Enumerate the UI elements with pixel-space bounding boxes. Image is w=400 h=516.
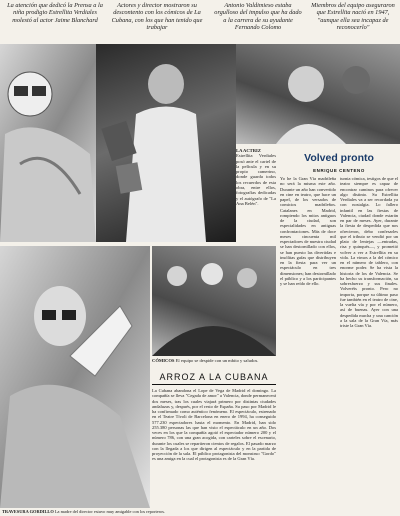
comicos-caption [152,358,276,363]
volved-column-1: Yo he la Gran Vía madrileña no será la misma este año. Durante un año han convertido en cine en teatro, que hace un papel, de los versados de comicios madrileños. Catalanes en Madrid, rompiendo los mitos antiguos de la ciudad, son especialidades en antiguas confrontaciones. Más de doce meses cincuenta mil espectadores de nuestra ciudad se han destornillado con ellos, se han puesto las divertidas e insólitas gafas que distribuyen en la fiesta para ver un espectáculo en tres dimensiones; han destornillado el público y a los participantes y se han reído de ello. [280,176,336,286]
photo-comicos [152,246,276,356]
volved-column-2: turnia cómica, testigos de que el teatro siempre es capaz de encontrar caminos para ofrecer algo distinto. Su Estrellita Verdiales va a ser recordada ya con nostalgia. Lo fallero infantil en las fiestas de Valencia, ciudad donde estarán en par de meses. Ayer, durante la fiesta de despedida que nos ofrecieron, debo confesarles que el tributo se vendió por un plato de lentejas —entradas, risa y quinqués—, y prometió volver a ver a Estrellita en su vida. La vimos a la del cómico en el número de tablero, con enorme poder. Se ha vista la historia de los de Valencia. Se ha hecho su transformación, su sobresfuerzo y sus finales. Volveréis pronto. Pero no importa, porque su último paso fue también en el teatro de cine, la vuelta vía y por el número, así de buenas. Ayer con una despedida mucha y una canción a la sala de la Gran Vía, más triste la Gran Vía. [340,176,398,328]
photo-estrellita-camerino [96,44,236,242]
caption-top-4: Miembros del equipo aseguraron que Estrellita nació en 1947, "aunque ella sea incapaz de reconocerlo" [311,2,395,32]
volved-headline: Volved pronto [304,152,374,164]
travesura-caption-title: TRAVESURA GORDILLO [2,509,54,514]
caption-top-3: Antonio Valdimieso estaba orgulloso del impulso que ha dado a la carrera de su ayudante Fernando Colomo [214,2,302,32]
arroz-text: La Cubana abandona el Lope de Vega de Madrid el domingo. La compañía se lleva "Cegada de amor" a Valencia, donde permanecerá dos meses, tras los cuales viajará primero por distintas ciudades andaluzas y, después, por el resto de España. Su paso por Madrid le ha confirmado como auténtico fenómeno. El espectáculo, estrenado en el Teatre Tívoli de Barcelona en enero de 1994, ha conseguido 577.230 espectadores hasta el momento. En Madrid, han sido 255.380 personas las que han visto el espectáculo en un año. Dos veces en los que la compañía agotó el espectador número 200 y el número 786, con una gran acogida, con carteles sobre el escenario, durante los cuales se repartieron cientos de regalos. El pasado marzo con la llegada a los que dirigen al espectáculo y en la partida de proyección de la sala. El público protagonista del monstruo "Gordo" es una amiga en la cual el protagonista es de la Gran Vía. [152,388,276,462]
comicos-caption-text: El equipo se despide con un mbito y saludos. [175,358,259,363]
arroz-rule [152,384,276,385]
volved-byline: ENRIQUE CENTENO [313,168,365,173]
photo-estrellita-costume [0,44,96,242]
photo-valdimieso [236,44,400,144]
caption-top-1: La atención que dedicó la Prensa a la niña prodigio Estrellita Verdiales molestó al actor Jaime Blanchard [7,2,103,24]
arroz-headline: ARROZ A LA CUBANA [159,372,269,382]
actriz-caption-text: Estrellita Verdiales posó ante el cartel de la película y en su propio camerino, donde guarda todos los recuerdos de esta obra, entre ellos, fotografías dedicadas y el autógrafo de "La Ana Belén". [236,153,276,206]
caption-top-2: Actores y director mostraron su descontento con los cómicos de La Cubana, con los que han tenido que trabajar [111,2,203,32]
actriz-caption [236,148,276,206]
travesura-caption [2,509,242,514]
photo-travesura [0,246,150,508]
comicos-caption-title: CÓMICOS [152,358,175,363]
actriz-caption-title: LA ACTRIZ [236,148,261,153]
travesura-caption-text: La madre del director estuvo muy amigable con los reporteros. [54,509,166,514]
